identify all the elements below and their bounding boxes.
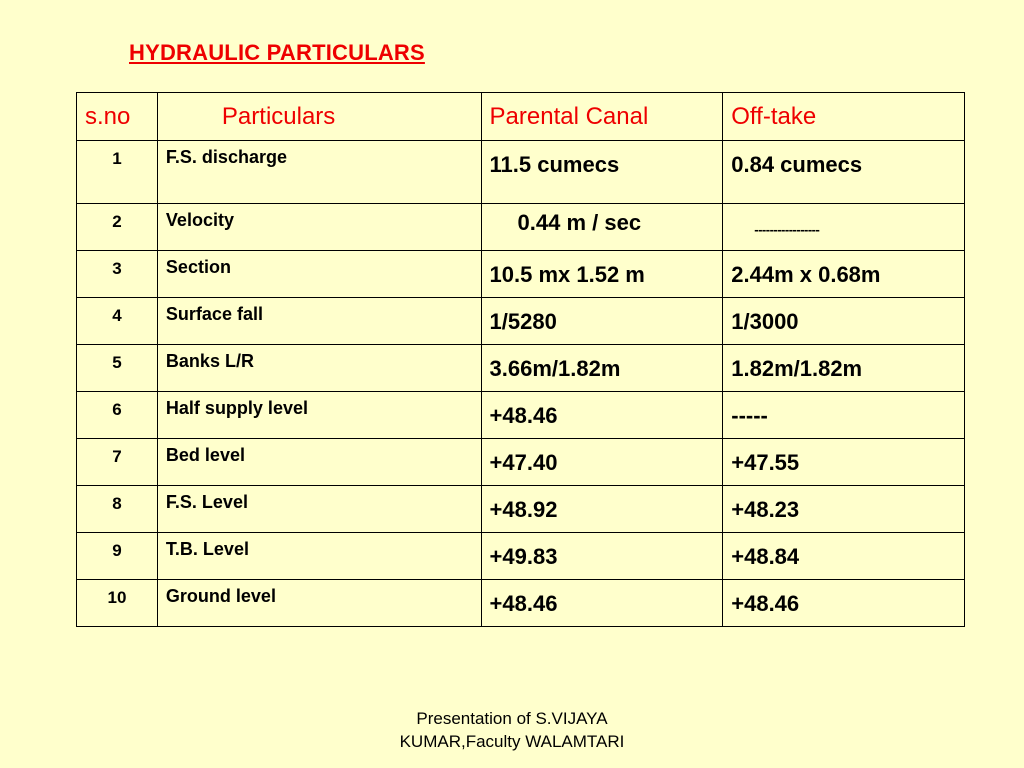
presentation-credit (381, 707, 643, 753)
hydraulic-particulars-table (76, 92, 965, 627)
header-particulars: Particulars (157, 93, 481, 141)
cell-offtake: +48.23 (723, 486, 965, 533)
table-row (77, 251, 965, 298)
cell-offtake: 1/3000 (723, 298, 965, 345)
table-row (77, 486, 965, 533)
cell-sno: 2 (77, 204, 158, 251)
cell-parental: 0.44 m / sec (481, 204, 723, 251)
table-row (77, 345, 965, 392)
cell-sno: 10 (77, 580, 158, 627)
table-row (77, 580, 965, 627)
table-row (77, 392, 965, 439)
cell-offtake: +48.84 (723, 533, 965, 580)
cell-parental: +48.92 (481, 486, 723, 533)
cell-sno: 9 (77, 533, 158, 580)
cell-particular: F.S. Level (157, 486, 481, 533)
cell-particular: Half supply level (157, 392, 481, 439)
credit-line-2: KUMAR,Faculty WALAMTARI (399, 732, 625, 751)
cell-sno: 8 (77, 486, 158, 533)
cell-parental: 1/5280 (481, 298, 723, 345)
table-row (77, 298, 965, 345)
cell-parental: +49.83 (481, 533, 723, 580)
cell-parental: 10.5 mx 1.52 m (481, 251, 723, 298)
cell-sno: 4 (77, 298, 158, 345)
cell-particular: Section (157, 251, 481, 298)
cell-parental: +47.40 (481, 439, 723, 486)
header-off-take: Off-take (723, 93, 965, 141)
cell-offtake: ----- (723, 392, 965, 439)
table-header-row (77, 93, 965, 141)
cell-sno: 6 (77, 392, 158, 439)
cell-offtake: 0.84 cumecs (723, 141, 965, 204)
cell-sno: 5 (77, 345, 158, 392)
table-row (77, 204, 965, 251)
cell-particular: F.S. discharge (157, 141, 481, 204)
cell-offtake: +47.55 (723, 439, 965, 486)
table-row (77, 141, 965, 204)
header-parental-canal: Parental Canal (481, 93, 723, 141)
cell-sno: 3 (77, 251, 158, 298)
table-row (77, 533, 965, 580)
cell-offtake: ----------------- (723, 204, 965, 251)
cell-particular: T.B. Level (157, 533, 481, 580)
credit-line-1: Presentation of S.VIJAYA (416, 709, 608, 728)
cell-particular: Velocity (157, 204, 481, 251)
cell-sno: 7 (77, 439, 158, 486)
page-title: HYDRAULIC PARTICULARS (129, 40, 425, 65)
cell-particular: Surface fall (157, 298, 481, 345)
cell-parental: 3.66m/1.82m (481, 345, 723, 392)
cell-sno: 1 (77, 141, 158, 204)
cell-parental: +48.46 (481, 392, 723, 439)
cell-particular: Ground level (157, 580, 481, 627)
cell-offtake: +48.46 (723, 580, 965, 627)
cell-offtake: 1.82m/1.82m (723, 345, 965, 392)
header-sno: s.no (77, 93, 158, 141)
table-row (77, 439, 965, 486)
cell-offtake: 2.44m x 0.68m (723, 251, 965, 298)
cell-particular: Banks L/R (157, 345, 481, 392)
cell-parental: 11.5 cumecs (481, 141, 723, 204)
cell-parental: +48.46 (481, 580, 723, 627)
cell-particular: Bed level (157, 439, 481, 486)
